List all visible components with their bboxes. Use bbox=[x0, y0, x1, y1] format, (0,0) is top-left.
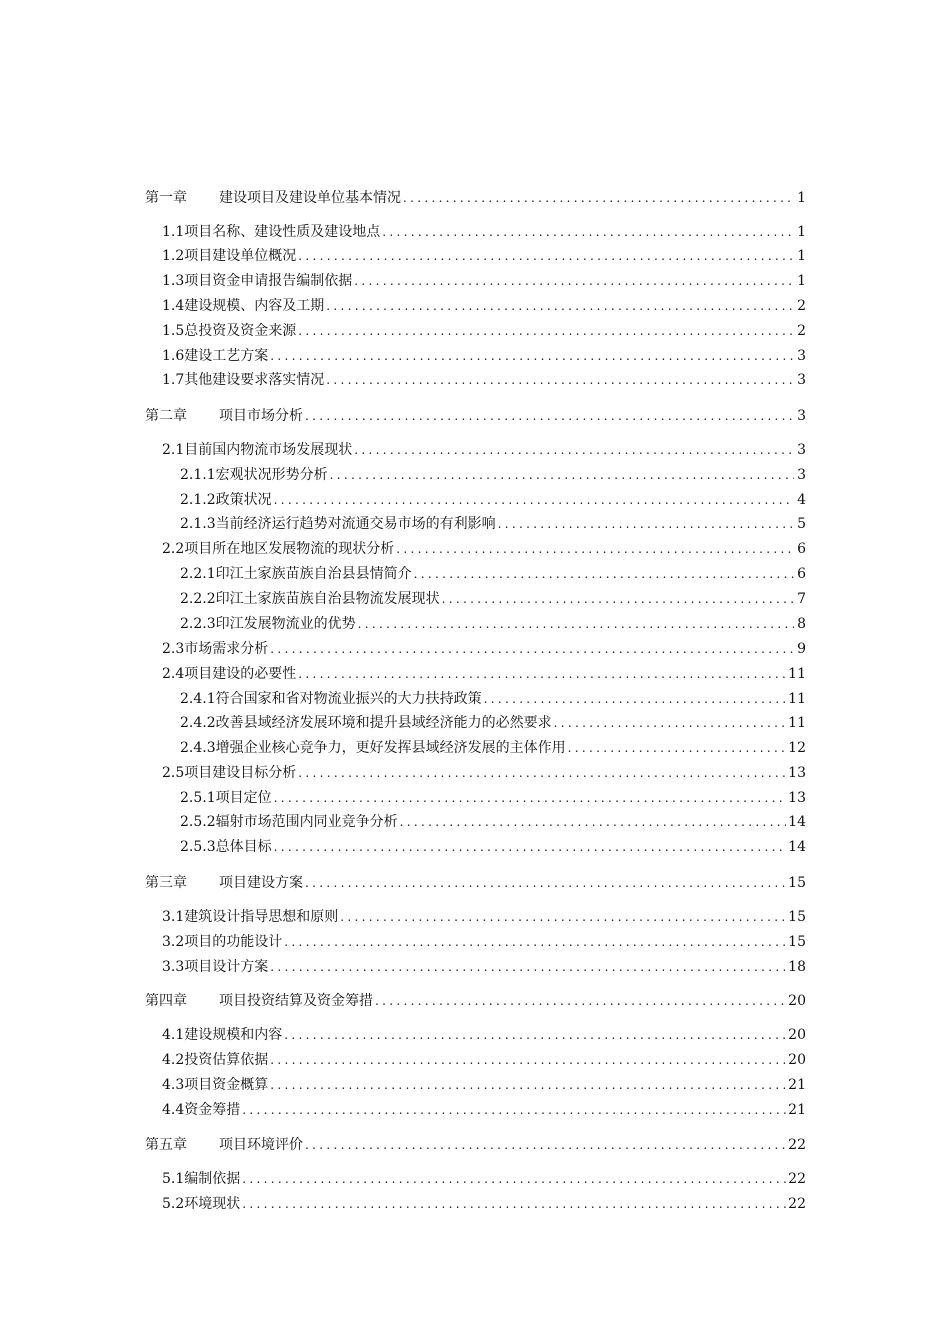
toc-entry-title: 项目市场分析 bbox=[219, 408, 303, 424]
toc-section-entry[interactable] bbox=[162, 296, 806, 316]
toc-entry-title: 项目建设目标分析 bbox=[184, 765, 297, 781]
toc-page-number: 11 bbox=[788, 666, 806, 682]
toc-entry-number: 2.5.3 bbox=[180, 839, 216, 855]
toc-page-number: 8 bbox=[797, 616, 806, 632]
toc-entry-number: 第四章 bbox=[145, 993, 187, 1009]
toc-entry-number: 1.6 bbox=[162, 348, 185, 364]
toc-section-entry[interactable] bbox=[180, 738, 806, 758]
toc-page-number: 15 bbox=[788, 909, 806, 925]
toc-dot-leader bbox=[242, 1100, 786, 1120]
toc-page-number: 1 bbox=[797, 224, 806, 240]
toc-page-number: 2 bbox=[797, 323, 806, 339]
toc-entry-title: 总投资及资金来源 bbox=[184, 323, 297, 339]
toc-entry-number: 第三章 bbox=[145, 875, 187, 891]
toc-dot-leader bbox=[270, 1050, 786, 1070]
toc-entry-number: 2.2.2 bbox=[180, 591, 216, 607]
toc-section-entry[interactable] bbox=[180, 589, 806, 609]
toc-section-entry[interactable] bbox=[180, 713, 806, 733]
toc-dot-leader bbox=[354, 440, 794, 460]
toc-dot-leader bbox=[414, 564, 794, 584]
toc-entry-title: 项目建设单位概况 bbox=[184, 248, 297, 264]
toc-entry-number: 2.1 bbox=[162, 442, 185, 458]
toc-page-number: 20 bbox=[788, 1052, 806, 1068]
toc-entry-number: 1.3 bbox=[162, 273, 185, 289]
toc-entry-title: 项目名称、建设性质及建设地点 bbox=[184, 224, 381, 240]
toc-entry-title: 增强企业核心竞争力，更好发挥县域经济发展的主体作用 bbox=[215, 740, 566, 756]
toc-entry-number: 2.1.2 bbox=[180, 492, 216, 508]
toc-entry-title: 项目设计方案 bbox=[184, 959, 269, 975]
toc-dot-leader bbox=[498, 514, 794, 534]
toc-page-number: 3 bbox=[797, 408, 806, 424]
toc-page-number: 6 bbox=[797, 541, 806, 557]
toc-dot-leader bbox=[400, 812, 787, 832]
toc-dot-leader bbox=[270, 346, 794, 366]
toc-entry-title: 印江土家族苗族自治县县情简介 bbox=[215, 566, 412, 582]
toc-page-number: 1 bbox=[797, 248, 806, 264]
toc-page-number: 11 bbox=[788, 691, 806, 707]
toc-section-entry[interactable] bbox=[162, 246, 806, 266]
toc-entry-number: 第五章 bbox=[145, 1137, 187, 1153]
toc-section-entry[interactable] bbox=[162, 907, 806, 927]
toc-entry-number: 2.2 bbox=[162, 541, 185, 557]
toc-entry-number: 1.5 bbox=[162, 323, 185, 339]
toc-dot-leader bbox=[382, 222, 794, 242]
toc-page-number: 12 bbox=[788, 740, 806, 756]
toc-page-number: 20 bbox=[788, 993, 806, 1009]
toc-entry-title: 印江土家族苗族自治县物流发展现状 bbox=[215, 591, 440, 607]
toc-entry-title: 政策状况 bbox=[215, 492, 272, 508]
toc-entry-title: 项目环境评价 bbox=[219, 1137, 303, 1153]
toc-entry-number: 4.1 bbox=[162, 1027, 185, 1043]
toc-entry-number: 4.2 bbox=[162, 1052, 185, 1068]
toc-section-entry[interactable] bbox=[180, 812, 806, 832]
toc-dot-leader bbox=[298, 246, 794, 266]
toc-dot-leader bbox=[242, 1169, 786, 1189]
toc-section-entry[interactable] bbox=[162, 639, 806, 659]
toc-entry-number: 2.4.2 bbox=[180, 715, 216, 731]
toc-page-number: 1 bbox=[797, 190, 806, 206]
toc-dot-leader bbox=[305, 406, 794, 426]
toc-dot-leader bbox=[274, 490, 794, 510]
toc-page-number: 13 bbox=[788, 790, 806, 806]
toc-entry-title: 当前经济运行趋势对流通交易市场的有利影响 bbox=[215, 516, 496, 532]
toc-page-number: 4 bbox=[797, 492, 806, 508]
toc-page-number: 13 bbox=[788, 765, 806, 781]
toc-dot-leader bbox=[340, 907, 786, 927]
toc-dot-leader bbox=[274, 837, 787, 857]
toc-section-entry[interactable] bbox=[162, 440, 806, 460]
toc-page-number: 11 bbox=[788, 715, 806, 731]
toc-section-entry[interactable] bbox=[162, 1100, 806, 1120]
toc-dot-leader bbox=[326, 296, 794, 316]
toc-page-number: 2 bbox=[797, 298, 806, 314]
toc-dot-leader bbox=[284, 932, 786, 952]
toc-entry-number: 第一章 bbox=[145, 190, 187, 206]
toc-entry-title: 宏观状况形势分析 bbox=[215, 467, 328, 483]
toc-entry-number: 2.1.3 bbox=[180, 516, 216, 532]
toc-entry-title: 项目定位 bbox=[215, 790, 272, 806]
toc-page-number: 3 bbox=[797, 348, 806, 364]
toc-entry-title: 建筑设计指导思想和原则 bbox=[184, 909, 339, 925]
toc-section-entry[interactable] bbox=[162, 763, 806, 783]
toc-dot-leader bbox=[305, 1135, 786, 1155]
toc-section-entry[interactable] bbox=[180, 514, 806, 534]
toc-entry-number: 2.5.2 bbox=[180, 814, 216, 830]
toc-page-number: 14 bbox=[788, 839, 806, 855]
toc-entry-number: 2.4.3 bbox=[180, 740, 216, 756]
toc-entry-title: 建设规模和内容 bbox=[184, 1027, 283, 1043]
toc-page-number: 22 bbox=[788, 1196, 806, 1212]
toc-entry-title: 目前国内物流市场发展现状 bbox=[184, 442, 353, 458]
toc-dot-leader bbox=[298, 321, 794, 341]
toc-entry-title: 投资估算依据 bbox=[184, 1052, 269, 1068]
toc-entry-number: 4.4 bbox=[162, 1102, 185, 1118]
toc-page-number: 6 bbox=[797, 566, 806, 582]
toc-entry-title: 总体目标 bbox=[215, 839, 272, 855]
toc-dot-leader bbox=[326, 370, 794, 390]
toc-entry-number: 5.1 bbox=[162, 1171, 185, 1187]
toc-page-number: 3 bbox=[797, 467, 806, 483]
toc-section-entry[interactable] bbox=[162, 957, 806, 977]
toc-entry-title: 符合国家和省对物流业振兴的大力扶持政策 bbox=[215, 691, 482, 707]
toc-dot-leader bbox=[484, 689, 787, 709]
toc-page-number: 15 bbox=[788, 875, 806, 891]
toc-page-number: 22 bbox=[788, 1171, 806, 1187]
toc-entry-number: 5.2 bbox=[162, 1196, 185, 1212]
toc-dot-leader bbox=[358, 614, 794, 634]
toc-page-number: 21 bbox=[788, 1102, 806, 1118]
toc-section-entry[interactable] bbox=[162, 1025, 806, 1045]
toc-page-number: 9 bbox=[797, 641, 806, 657]
toc-section-entry[interactable] bbox=[180, 614, 806, 634]
toc-entry-title: 建设项目及建设单位基本情况 bbox=[219, 190, 401, 206]
toc-section-entry[interactable] bbox=[162, 1075, 806, 1095]
toc-entry-title: 市场需求分析 bbox=[184, 641, 269, 657]
toc-dot-leader bbox=[270, 1075, 786, 1095]
toc-page-number: 14 bbox=[788, 814, 806, 830]
toc-chapter-entry[interactable] bbox=[145, 1135, 806, 1155]
toc-section-entry[interactable] bbox=[180, 564, 806, 584]
toc-dot-leader bbox=[554, 713, 787, 733]
toc-entry-number: 2.3 bbox=[162, 641, 185, 657]
toc-page-number: 3 bbox=[797, 372, 806, 388]
toc-page-number: 7 bbox=[797, 591, 806, 607]
toc-dot-leader bbox=[270, 957, 786, 977]
toc-entry-number: 2.2.1 bbox=[180, 566, 216, 582]
toc-dot-leader bbox=[242, 1194, 786, 1214]
toc-entry-number: 第二章 bbox=[145, 408, 187, 424]
toc-dot-leader bbox=[298, 664, 786, 684]
toc-section-entry[interactable] bbox=[180, 788, 806, 808]
toc-page-number: 18 bbox=[788, 959, 806, 975]
toc-entry-number: 3.2 bbox=[162, 934, 185, 950]
toc-dot-leader bbox=[330, 465, 794, 485]
toc-entry-number: 1.4 bbox=[162, 298, 185, 314]
toc-entry-title: 项目的功能设计 bbox=[184, 934, 283, 950]
toc-entry-number: 3.1 bbox=[162, 909, 185, 925]
toc-section-entry[interactable] bbox=[162, 271, 806, 291]
toc-entry-title: 建设工艺方案 bbox=[184, 348, 269, 364]
toc-entry-number: 2.2.3 bbox=[180, 616, 216, 632]
toc-entry-number: 3.3 bbox=[162, 959, 185, 975]
toc-entry-number: 2.4 bbox=[162, 666, 185, 682]
toc-entry-title: 印江发展物流业的优势 bbox=[215, 616, 356, 632]
toc-entry-number: 1.2 bbox=[162, 248, 185, 264]
toc-section-entry[interactable] bbox=[162, 539, 806, 559]
toc-dot-leader bbox=[396, 539, 794, 559]
toc-chapter-entry[interactable] bbox=[145, 991, 806, 1011]
toc-page-number: 15 bbox=[788, 934, 806, 950]
toc-dot-leader bbox=[298, 763, 786, 783]
toc-entry-title: 项目资金概算 bbox=[184, 1077, 269, 1093]
toc-section-entry[interactable] bbox=[162, 346, 806, 366]
toc-entry-number: 1.1 bbox=[162, 224, 185, 240]
toc-section-entry[interactable] bbox=[162, 1194, 806, 1214]
toc-entry-title: 其他建设要求落实情况 bbox=[184, 372, 325, 388]
toc-page-number: 5 bbox=[797, 516, 806, 532]
toc-dot-leader bbox=[270, 639, 794, 659]
toc-dot-leader bbox=[274, 788, 787, 808]
toc-entry-title: 项目资金申请报告编制依据 bbox=[184, 273, 353, 289]
toc-dot-leader bbox=[442, 589, 794, 609]
toc-entry-title: 项目建设的必要性 bbox=[184, 666, 297, 682]
toc-dot-leader bbox=[354, 271, 794, 291]
toc-page-number: 1 bbox=[797, 273, 806, 289]
toc-entry-title: 资金筹措 bbox=[184, 1102, 241, 1118]
toc-section-entry[interactable] bbox=[180, 465, 806, 485]
toc-section-entry[interactable] bbox=[162, 664, 806, 684]
toc-entry-title: 辐射市场范围内同业竞争分析 bbox=[215, 814, 398, 830]
toc-page-number: 20 bbox=[788, 1027, 806, 1043]
toc-section-entry[interactable] bbox=[180, 490, 806, 510]
toc-entry-title: 项目建设方案 bbox=[219, 875, 303, 891]
toc-entry-title: 建设规模、内容及工期 bbox=[184, 298, 325, 314]
toc-dot-leader bbox=[305, 873, 786, 893]
toc-section-entry[interactable] bbox=[162, 932, 806, 952]
toc-entry-number: 2.5 bbox=[162, 765, 185, 781]
toc-section-entry[interactable] bbox=[162, 222, 806, 242]
toc-chapter-entry[interactable] bbox=[145, 406, 806, 426]
toc-page-number: 22 bbox=[788, 1137, 806, 1153]
toc-entry-number: 2.4.1 bbox=[180, 691, 216, 707]
toc-entry-title: 改善县域经济发展环境和提升县域经济能力的必然要求 bbox=[215, 715, 552, 731]
toc-entry-title: 项目投资结算及资金筹措 bbox=[219, 993, 373, 1009]
toc-dot-leader bbox=[403, 188, 794, 208]
toc-entry-number: 4.3 bbox=[162, 1077, 185, 1093]
toc-entry-number: 2.5.1 bbox=[180, 790, 216, 806]
toc-chapter-entry[interactable] bbox=[145, 188, 806, 208]
toc-entry-number: 2.1.1 bbox=[180, 467, 216, 483]
toc-page-number: 21 bbox=[788, 1077, 806, 1093]
toc-section-entry[interactable] bbox=[162, 370, 806, 390]
toc-entry-title: 项目所在地区发展物流的现状分析 bbox=[184, 541, 395, 557]
toc-chapter-entry[interactable] bbox=[145, 873, 806, 893]
toc-section-entry[interactable] bbox=[162, 321, 806, 341]
toc-entry-number: 1.7 bbox=[162, 372, 185, 388]
toc-dot-leader bbox=[284, 1025, 786, 1045]
toc-dot-leader bbox=[375, 991, 786, 1011]
toc-section-entry[interactable] bbox=[162, 1169, 806, 1189]
toc-page-number: 3 bbox=[797, 442, 806, 458]
toc-section-entry[interactable] bbox=[180, 689, 806, 709]
toc-section-entry[interactable] bbox=[180, 837, 806, 857]
toc-entry-title: 环境现状 bbox=[184, 1196, 241, 1212]
toc-dot-leader bbox=[568, 738, 787, 758]
toc-entry-title: 编制依据 bbox=[184, 1171, 241, 1187]
toc-section-entry[interactable] bbox=[162, 1050, 806, 1070]
